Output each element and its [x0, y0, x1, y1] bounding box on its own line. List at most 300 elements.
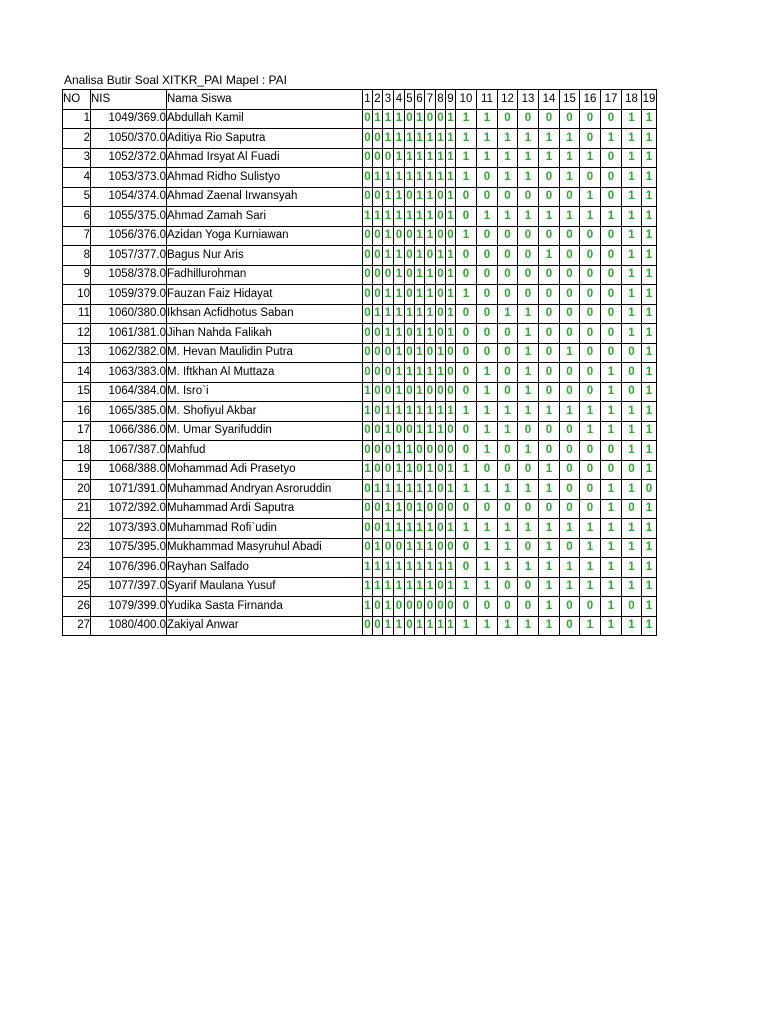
answer-cell: 0	[580, 109, 601, 129]
answer-cell: 0	[363, 343, 373, 363]
header-question-18: 18	[622, 90, 642, 110]
answer-cell: 1	[498, 402, 518, 422]
header-question-5: 5	[405, 90, 415, 110]
answer-cell: 1	[642, 324, 657, 344]
answer-cell: 1	[436, 402, 446, 422]
answer-cell: 1	[425, 187, 436, 207]
answer-cell: 1	[642, 382, 657, 402]
answer-cell: 0	[415, 460, 425, 480]
answer-cell: 1	[642, 129, 657, 149]
answer-cell: 1	[622, 304, 642, 324]
answer-cell: 1	[415, 499, 425, 519]
answer-cell: 1	[539, 129, 560, 149]
answer-cell: 0	[373, 382, 383, 402]
answer-cell: 1	[394, 616, 405, 636]
answer-cell: 1	[405, 363, 415, 383]
answer-cell: 1	[436, 168, 446, 188]
answer-cell: 1	[394, 187, 405, 207]
answer-cell: 1	[560, 558, 580, 578]
answer-cell: 0	[560, 285, 580, 305]
answer-cell: 0	[436, 226, 446, 246]
answer-cell: 1	[580, 616, 601, 636]
row-no: 18	[63, 441, 91, 461]
answer-cell: 1	[383, 226, 394, 246]
answer-cell: 0	[622, 499, 642, 519]
answer-cell: 1	[446, 616, 456, 636]
row-no: 1	[63, 109, 91, 129]
answer-cell: 1	[560, 207, 580, 227]
answer-cell: 0	[446, 597, 456, 617]
answer-cell: 1	[580, 207, 601, 227]
answer-cell: 0	[498, 226, 518, 246]
answer-cell: 1	[477, 363, 498, 383]
answer-cell: 0	[373, 441, 383, 461]
row-name: Fauzan Faiz Hidayat	[167, 285, 363, 305]
answer-cell: 0	[394, 421, 405, 441]
answer-cell: 1	[477, 421, 498, 441]
answer-cell: 0	[539, 343, 560, 363]
answer-cell: 1	[456, 616, 477, 636]
answer-cell: 1	[539, 460, 560, 480]
answer-cell: 0	[383, 382, 394, 402]
answer-cell: 1	[373, 538, 383, 558]
answer-cell: 0	[622, 343, 642, 363]
answer-cell: 0	[436, 285, 446, 305]
answer-cell: 0	[436, 577, 446, 597]
answer-cell: 1	[601, 597, 622, 617]
row-nis: 1080/400.0	[91, 616, 167, 636]
row-no: 25	[63, 577, 91, 597]
answer-cell: 1	[446, 519, 456, 539]
answer-cell: 1	[415, 558, 425, 578]
answer-cell: 1	[446, 109, 456, 129]
answer-cell: 0	[539, 304, 560, 324]
answer-cell: 1	[425, 324, 436, 344]
answer-cell: 1	[601, 577, 622, 597]
answer-cell: 0	[560, 480, 580, 500]
answer-cell: 0	[601, 285, 622, 305]
row-name: M. Iftkhan Al Muttaza	[167, 363, 363, 383]
answer-cell: 1	[415, 304, 425, 324]
answer-cell: 1	[394, 168, 405, 188]
answer-cell: 0	[446, 499, 456, 519]
answer-cell: 0	[601, 324, 622, 344]
row-name: Zakiyal Anwar	[167, 616, 363, 636]
answer-cell: 1	[580, 421, 601, 441]
row-name: Ikhsan Acfidhotus Saban	[167, 304, 363, 324]
answer-cell: 1	[405, 148, 415, 168]
header-nis: NIS	[91, 90, 167, 110]
answer-cell: 1	[622, 616, 642, 636]
student-row	[63, 109, 657, 129]
answer-cell: 1	[622, 129, 642, 149]
answer-cell: 1	[415, 265, 425, 285]
answer-cell: 0	[580, 460, 601, 480]
row-nis: 1053/373.0	[91, 168, 167, 188]
answer-cell: 0	[580, 382, 601, 402]
answer-cell: 1	[415, 480, 425, 500]
answer-cell: 1	[415, 168, 425, 188]
header-question-9: 9	[446, 90, 456, 110]
answer-cell: 0	[425, 441, 436, 461]
answer-cell: 0	[425, 343, 436, 363]
answer-cell: 1	[446, 168, 456, 188]
answer-cell: 1	[642, 207, 657, 227]
header-question-13: 13	[518, 90, 539, 110]
answer-cell: 1	[477, 616, 498, 636]
answer-cell: 1	[394, 246, 405, 266]
answer-cell: 0	[425, 499, 436, 519]
answer-cell: 1	[394, 499, 405, 519]
answer-cell: 0	[580, 343, 601, 363]
answer-cell: 0	[601, 148, 622, 168]
student-row	[63, 324, 657, 344]
answer-cell: 1	[446, 577, 456, 597]
answer-cell: 1	[405, 538, 415, 558]
answer-cell: 1	[415, 519, 425, 539]
answer-cell: 1	[580, 187, 601, 207]
answer-cell: 0	[456, 382, 477, 402]
answer-cell: 1	[425, 148, 436, 168]
answer-cell: 1	[363, 597, 373, 617]
answer-cell: 0	[394, 226, 405, 246]
answer-cell: 1	[456, 577, 477, 597]
student-row	[63, 597, 657, 617]
answer-cell: 1	[383, 480, 394, 500]
answer-cell: 0	[601, 187, 622, 207]
answer-cell: 0	[405, 246, 415, 266]
answer-cell: 0	[498, 460, 518, 480]
answer-cell: 0	[518, 265, 539, 285]
answer-cell: 0	[436, 597, 446, 617]
answer-cell: 1	[518, 168, 539, 188]
answer-cell: 1	[405, 207, 415, 227]
answer-cell: 0	[405, 616, 415, 636]
row-name: Jihan Nahda Falikah	[167, 324, 363, 344]
row-nis: 1065/385.0	[91, 402, 167, 422]
header-question-15: 15	[560, 90, 580, 110]
answer-cell: 0	[373, 129, 383, 149]
answer-cell: 0	[456, 558, 477, 578]
answer-cell: 0	[539, 168, 560, 188]
row-nis: 1061/381.0	[91, 324, 167, 344]
answer-cell: 0	[415, 597, 425, 617]
answer-cell: 1	[394, 265, 405, 285]
row-name: Mohammad Adi Prasetyo	[167, 460, 363, 480]
row-no: 22	[63, 519, 91, 539]
answer-cell: 0	[456, 441, 477, 461]
answer-cell: 1	[518, 402, 539, 422]
answer-cell: 1	[446, 480, 456, 500]
answer-cell: 0	[394, 597, 405, 617]
row-no: 15	[63, 382, 91, 402]
answer-cell: 1	[642, 597, 657, 617]
answer-cell: 0	[436, 460, 446, 480]
answer-cell: 1	[405, 304, 415, 324]
answer-cell: 1	[405, 441, 415, 461]
answer-cell: 0	[373, 519, 383, 539]
answer-cell: 0	[622, 460, 642, 480]
answer-cell: 1	[425, 304, 436, 324]
answer-cell: 1	[456, 480, 477, 500]
header-question-12: 12	[498, 90, 518, 110]
answer-cell: 0	[446, 343, 456, 363]
row-no: 19	[63, 460, 91, 480]
answer-cell: 1	[394, 207, 405, 227]
answer-cell: 0	[373, 460, 383, 480]
answer-cell: 1	[394, 129, 405, 149]
answer-cell: 1	[539, 246, 560, 266]
answer-cell: 1	[363, 402, 373, 422]
answer-cell: 0	[363, 519, 373, 539]
student-row	[63, 148, 657, 168]
answer-cell: 1	[498, 538, 518, 558]
answer-cell: 1	[415, 363, 425, 383]
answer-cell: 1	[383, 285, 394, 305]
answer-cell: 1	[436, 363, 446, 383]
answer-cell: 1	[456, 129, 477, 149]
answer-cell: 0	[405, 382, 415, 402]
answer-cell: 1	[383, 324, 394, 344]
answer-cell: 1	[477, 109, 498, 129]
answer-cell: 1	[425, 460, 436, 480]
header-question-3: 3	[383, 90, 394, 110]
answer-cell: 1	[498, 129, 518, 149]
answer-cell: 1	[518, 148, 539, 168]
row-nis: 1050/370.0	[91, 129, 167, 149]
answer-cell: 1	[425, 207, 436, 227]
answer-cell: 0	[539, 499, 560, 519]
row-name: Abdullah Kamil	[167, 109, 363, 129]
answer-cell: 1	[446, 558, 456, 578]
answer-cell: 0	[498, 441, 518, 461]
answer-cell: 0	[405, 499, 415, 519]
answer-cell: 0	[580, 363, 601, 383]
answer-cell: 1	[383, 207, 394, 227]
answer-cell: 1	[383, 519, 394, 539]
answer-cell: 1	[405, 558, 415, 578]
answer-cell: 1	[539, 616, 560, 636]
answer-cell: 0	[373, 265, 383, 285]
answer-cell: 1	[580, 538, 601, 558]
answer-cell: 1	[415, 246, 425, 266]
answer-cell: 0	[446, 226, 456, 246]
answer-cell: 0	[539, 382, 560, 402]
answer-cell: 0	[394, 538, 405, 558]
answer-cell: 1	[415, 402, 425, 422]
row-no: 14	[63, 363, 91, 383]
sheet-title: Analisa Butir Soal XITKR_PAI Mapel : PAI	[64, 73, 287, 87]
answer-cell: 1	[642, 187, 657, 207]
header-question-17: 17	[601, 90, 622, 110]
answer-cell: 1	[642, 616, 657, 636]
answer-cell: 1	[560, 519, 580, 539]
answer-cell: 1	[622, 480, 642, 500]
answer-cell: 1	[415, 187, 425, 207]
student-row	[63, 499, 657, 519]
answer-cell: 0	[498, 109, 518, 129]
answer-cell: 0	[373, 148, 383, 168]
answer-cell: 0	[363, 480, 373, 500]
answer-cell: 1	[383, 246, 394, 266]
answer-cell: 1	[622, 519, 642, 539]
answer-cell: 0	[560, 460, 580, 480]
answer-cell: 0	[518, 499, 539, 519]
answer-cell: 1	[518, 441, 539, 461]
answer-cell: 0	[580, 597, 601, 617]
answer-cell: 0	[405, 226, 415, 246]
answer-cell: 0	[363, 304, 373, 324]
answer-cell: 0	[436, 265, 446, 285]
answer-cell: 0	[539, 265, 560, 285]
answer-cell: 1	[642, 168, 657, 188]
student-row	[63, 129, 657, 149]
answer-cell: 1	[518, 343, 539, 363]
answer-cell: 0	[456, 343, 477, 363]
answer-cell: 0	[498, 597, 518, 617]
answer-cell: 0	[477, 265, 498, 285]
row-no: 17	[63, 421, 91, 441]
answer-cell: 0	[373, 246, 383, 266]
answer-cell: 0	[383, 363, 394, 383]
answer-cell: 1	[405, 519, 415, 539]
answer-cell: 1	[373, 207, 383, 227]
answer-cell: 1	[425, 480, 436, 500]
row-nis: 1059/379.0	[91, 285, 167, 305]
answer-cell: 0	[405, 109, 415, 129]
answer-cell: 1	[363, 577, 373, 597]
answer-cell: 1	[642, 148, 657, 168]
answer-cell: 0	[539, 226, 560, 246]
answer-cell: 1	[373, 577, 383, 597]
answer-cell: 1	[425, 616, 436, 636]
answer-cell: 1	[456, 109, 477, 129]
answer-cell: 0	[383, 148, 394, 168]
answer-cell: 0	[560, 304, 580, 324]
answer-cell: 0	[363, 499, 373, 519]
answer-cell: 1	[383, 402, 394, 422]
row-no: 12	[63, 324, 91, 344]
answer-cell: 0	[560, 616, 580, 636]
answer-cell: 0	[425, 109, 436, 129]
answer-cell: 1	[622, 246, 642, 266]
answer-cell: 1	[642, 363, 657, 383]
row-name: Mahfud	[167, 441, 363, 461]
answer-cell: 0	[436, 187, 446, 207]
answer-cell: 0	[425, 597, 436, 617]
answer-cell: 0	[405, 343, 415, 363]
answer-cell: 1	[539, 538, 560, 558]
header-question-11: 11	[477, 90, 498, 110]
student-row	[63, 226, 657, 246]
answer-cell: 0	[373, 597, 383, 617]
answer-cell: 1	[601, 363, 622, 383]
row-name: M. Umar Syarifuddin	[167, 421, 363, 441]
answer-cell: 1	[446, 324, 456, 344]
answer-cell: 0	[601, 246, 622, 266]
answer-cell: 1	[498, 558, 518, 578]
answer-cell: 0	[477, 324, 498, 344]
answer-cell: 0	[580, 168, 601, 188]
student-row	[63, 363, 657, 383]
answer-cell: 1	[456, 402, 477, 422]
answer-cell: 1	[456, 519, 477, 539]
answer-cell: 0	[456, 304, 477, 324]
answer-cell: 1	[436, 246, 446, 266]
answer-cell: 1	[425, 265, 436, 285]
header-question-2: 2	[373, 90, 383, 110]
row-nis: 1075/395.0	[91, 538, 167, 558]
answer-cell: 1	[456, 148, 477, 168]
answer-cell: 0	[456, 265, 477, 285]
answer-cell: 1	[642, 421, 657, 441]
answer-cell: 1	[601, 207, 622, 227]
answer-cell: 0	[456, 538, 477, 558]
row-nis: 1052/372.0	[91, 148, 167, 168]
row-name: Ahmad Ridho Sulistyo	[167, 168, 363, 188]
answer-cell: 0	[498, 343, 518, 363]
answer-cell: 0	[498, 285, 518, 305]
answer-cell: 0	[560, 187, 580, 207]
answer-cell: 1	[580, 402, 601, 422]
row-name: M. Isro`i	[167, 382, 363, 402]
row-no: 21	[63, 499, 91, 519]
answer-cell: 0	[446, 382, 456, 402]
answer-cell: 1	[560, 129, 580, 149]
answer-cell: 0	[498, 499, 518, 519]
answer-cell: 0	[560, 226, 580, 246]
header-name: Nama Siswa	[167, 90, 363, 110]
answer-cell: 0	[601, 109, 622, 129]
answer-cell: 1	[446, 285, 456, 305]
row-nis: 1066/386.0	[91, 421, 167, 441]
row-nis: 1063/383.0	[91, 363, 167, 383]
student-row	[63, 441, 657, 461]
answer-cell: 0	[518, 109, 539, 129]
answer-cell: 1	[415, 616, 425, 636]
answer-cell: 1	[560, 402, 580, 422]
row-nis: 1056/376.0	[91, 226, 167, 246]
answer-cell: 0	[539, 109, 560, 129]
row-name: M. Hevan Maulidin Putra	[167, 343, 363, 363]
answer-cell: 0	[560, 597, 580, 617]
answer-cell: 0	[363, 363, 373, 383]
answer-cell: 1	[498, 148, 518, 168]
answer-cell: 0	[622, 363, 642, 383]
answer-cell: 1	[383, 597, 394, 617]
answer-cell: 1	[394, 343, 405, 363]
answer-cell: 0	[560, 109, 580, 129]
answer-cell: 1	[383, 129, 394, 149]
row-name: Fadhillurohman	[167, 265, 363, 285]
answer-cell: 1	[498, 304, 518, 324]
answer-cell: 1	[601, 129, 622, 149]
answer-cell: 0	[373, 402, 383, 422]
answer-cell: 1	[394, 109, 405, 129]
answer-cell: 1	[415, 421, 425, 441]
row-nis: 1062/382.0	[91, 343, 167, 363]
answer-cell: 1	[394, 558, 405, 578]
answer-cell: 0	[498, 382, 518, 402]
answer-cell: 0	[539, 363, 560, 383]
answer-cell: 0	[622, 382, 642, 402]
row-no: 23	[63, 538, 91, 558]
answer-cell: 1	[498, 421, 518, 441]
answer-cell: 0	[373, 499, 383, 519]
answer-cell: 1	[518, 304, 539, 324]
answer-cell: 1	[518, 382, 539, 402]
answer-cell: 1	[415, 382, 425, 402]
